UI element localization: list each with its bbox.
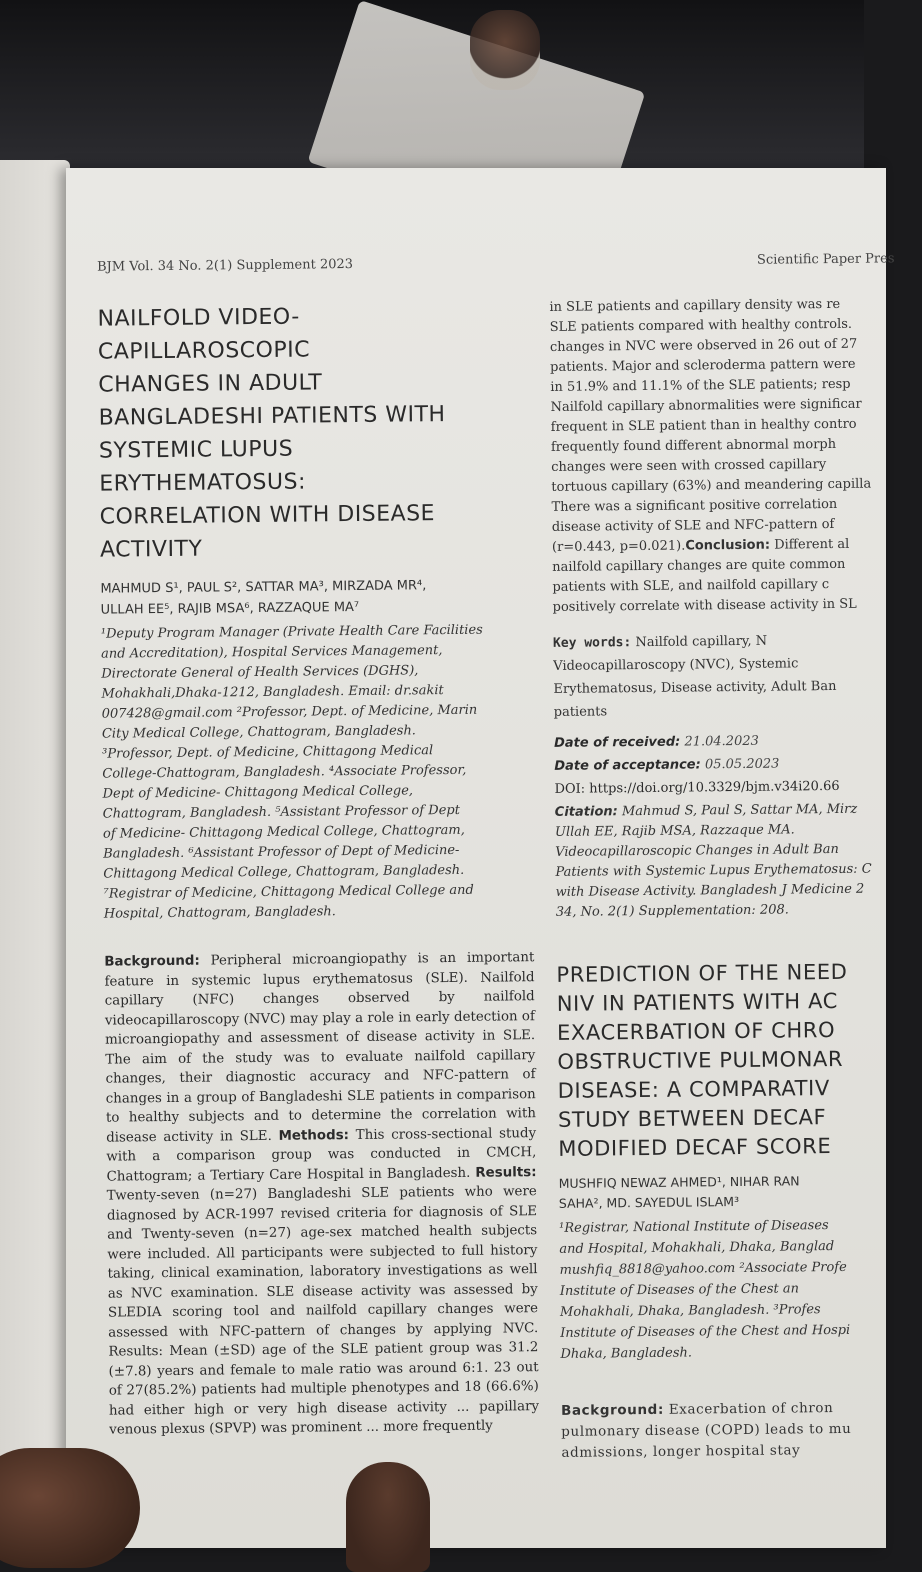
- background-label: Background:: [104, 953, 200, 970]
- results-text: Twenty-seven (n=27) Bangladeshi SLE patients who were diagnosed by ACR-1997 revised criteria for diagnosis of SLE and Twenty-seven (n=27) age-sex matched health subjects were included. All participants were subjected to full history taking, clinical examination, laboratory investigations as well as NVC examination. SLE disease activity was assessed by SLEDIA scoring tool and nailfold capillary changes were assessed with NFC-pattern of changes by applying NVC. Results: Mean (±SD) age of the SLE patient group was 31.2 (±7.8) years and female to male ratio was around 6:1. 23 out of 27(85.2%) patients had multiple phenotypes and 18 (66.6%) had either high or very high disease activity ... papillary venous plexus (SPVP) was prominent ... more frequently: [106, 1184, 540, 1438]
- conclusion-line: patients with SLE, and nailfold capillary c: [552, 577, 830, 595]
- article1-keywords: [553, 628, 914, 724]
- affiliation-line: Hospital, Chattogram, Bangladesh.: [103, 904, 336, 922]
- article2-authors: [559, 1170, 919, 1214]
- affiliation-line: ¹Registrar, National Institute of Diseases: [559, 1218, 829, 1236]
- abstract-line: tortuous capillary (63%) and meandering capilla: [551, 476, 872, 495]
- affiliation-line: Chittagong Medical College, Chattogram, Bangladesh.: [103, 862, 465, 882]
- affiliation-line: Chattogram, Bangladesh. ⁵Assistant Professor of Dept: [102, 802, 460, 822]
- doi-link[interactable]: DOI: https://doi.org/10.3329/bjm.v34i20.66: [554, 778, 840, 797]
- affiliation-line: 007428@gmail.com ²Professor, Dept. of Medicine, Marin: [101, 702, 478, 722]
- citation-line: Videocapillaroscopic Changes in Adult Ban: [555, 841, 839, 860]
- article1-dates: [554, 728, 915, 801]
- title-line: STUDY BETWEEN DECAF: [557, 1105, 827, 1132]
- author-line: SAHA², MD. SAYEDUL ISLAM³: [558, 1194, 740, 1211]
- affiliation-line: of Medicine- Chittagong Medical College, Chattogram,: [102, 822, 465, 842]
- affiliation-line: College-Chattogram, Bangladesh. ⁴Associate Professor,: [102, 762, 467, 782]
- affiliation-line: Bangladesh. ⁶Assistant Professor of Dept of Medicine-: [103, 842, 460, 862]
- affiliation-line: Dept of Medicine- Chittagong Medical College,: [102, 783, 414, 802]
- title-line: MODIFIED DECAF SCORE: [558, 1134, 832, 1161]
- affiliation-line: ¹Deputy Program Manager (Private Health Care Facilities: [100, 622, 483, 642]
- affiliation-line: ⁷Registrar of Medicine, Chittagong Medical College and: [103, 882, 474, 902]
- title-line: EXACERBATION OF CHRO: [556, 1017, 836, 1045]
- page-content: [66, 159, 900, 1548]
- title-line: SYSTEMIC LUPUS: [98, 436, 294, 464]
- background-line: pulmonary disease (COPD) leads to mu: [561, 1420, 852, 1440]
- article1-citation: [555, 799, 916, 923]
- affiliation-line: Institute of Diseases of the Chest and Hospi: [560, 1322, 851, 1341]
- citation-text: Mahmud S, Paul S, Sattar MA, Mirz: [617, 801, 858, 820]
- affiliation-line: ³Professor, Dept. of Medicine, Chittagong Medical: [102, 743, 434, 762]
- affiliation-line: and Accreditation), Hospital Services Management,: [101, 643, 443, 662]
- conclusion-line: nailfold capillary changes are quite common: [552, 556, 846, 575]
- abstract-line: frequent in SLE patient than in healthy contro: [550, 416, 857, 435]
- affiliation-line: and Hospital, Mohakhali, Dhaka, Banglad: [559, 1239, 835, 1257]
- methods-text: This cross-sectional study with a comparison group was conducted in CMCH, Chattogram; a Tertiary Care Hospital in Bangladesh.: [106, 1125, 537, 1185]
- keywords-line: Videocapillaroscopy (NVC), Systemic: [553, 656, 799, 674]
- citation-label: Citation:: [554, 804, 618, 820]
- title-line: NAILFOLD VIDEO-: [97, 304, 300, 332]
- abstract-line: changes in NVC were observed in 26 out of 27: [549, 336, 858, 355]
- background-line: admissions, longer hospital stay: [561, 1442, 801, 1461]
- article1-title: [97, 298, 530, 566]
- article1-abstract-continued: [549, 294, 912, 618]
- article2-affiliations: [559, 1214, 921, 1365]
- background-text: Exacerbation of chron: [663, 1400, 834, 1418]
- abstract-line-text: (r=0.443, p=0.021).: [551, 538, 686, 555]
- abstract-line: disease activity of SLE and NFC-pattern of: [551, 516, 835, 535]
- affiliation-line: Mohakhali,Dhaka-1212, Bangladesh. Email: dr.sakit: [101, 683, 444, 702]
- conclusion-text: Different al: [769, 536, 850, 553]
- affiliation-line: Institute of Diseases of the Chest an: [559, 1281, 800, 1299]
- id-card-portrait: [470, 10, 540, 90]
- thumb: [346, 1462, 430, 1572]
- affiliation-line: City Medical College, Chattogram, Bangladesh.: [101, 723, 416, 742]
- affiliation-line: mushfiq_8818@yahoo.com ²Associate Profe: [559, 1259, 847, 1278]
- keywords-label: Key words:: [552, 635, 632, 651]
- abstract-line: patients. Major and scleroderma pattern were: [550, 356, 856, 375]
- received-value: 21.04.2023: [680, 733, 759, 750]
- article2-background: [561, 1397, 922, 1464]
- abstract-line: changes were seen with crossed capillary: [551, 457, 827, 475]
- citation-line: Ullah EE, Rajib MSA, Razzaque MA.: [554, 822, 795, 840]
- title-line: CHANGES IN ADULT: [98, 370, 323, 398]
- received-label: Date of received:: [553, 734, 681, 751]
- author-line: ULLAH EE⁵, RAJIB MSA⁶, RAZZAQUE MA⁷: [100, 599, 360, 618]
- title-line: CAPILLAROSCOPIC: [97, 337, 311, 365]
- conclusion-label: Conclusion:: [685, 537, 771, 554]
- right-column: [549, 294, 921, 1464]
- journal-citation-header: BJM Vol. 34 No. 2(1) Supplement 2023: [96, 257, 354, 275]
- article1-affiliations: [101, 620, 534, 924]
- accepted-value: 05.05.2023: [700, 756, 780, 773]
- background-label: Background:: [560, 1401, 664, 1419]
- title-line: ERYTHEMATOSUS:: [99, 469, 307, 497]
- title-line: OBSTRUCTIVE PULMONAR: [557, 1046, 844, 1074]
- keywords-line: Erythematosus, Disease activity, Adult Ban: [553, 678, 837, 697]
- article2-title: [556, 957, 918, 1164]
- title-line: ACTIVITY: [99, 536, 203, 563]
- section-header: Scientific Paper Pres: [756, 251, 895, 268]
- title-line: BANGLADESHI PATIENTS WITH: [98, 402, 446, 431]
- citation-line: Patients with Systemic Lupus Erythematosus: C: [555, 861, 872, 880]
- citation-line: 34, No. 2(1) Supplementation: 208.: [555, 902, 789, 920]
- results-label: Results:: [475, 1164, 537, 1181]
- abstract-line: in SLE patients and capillary density was re: [549, 296, 841, 315]
- previous-page-edge: [0, 160, 70, 1490]
- author-line: MAHMUD S¹, PAUL S², SATTAR MA³, MIRZADA MR⁴,: [100, 578, 427, 597]
- title-line: PREDICTION OF THE NEED: [556, 959, 848, 987]
- background-text: Peripheral microangiopathy is an important feature in systemic lupus erythematosus (SLE). Nailfold capillary (NFC) changes observed by nailfold videocapillaroscopy (NVC) may play a role in early detection of microangiopathy and assessment of disease activity in SLE. The aim of the study was to evaluate nailfold capillary changes, their diagnostic accuracy and NFC-pattern of changes in a group of Bangladeshi SLE patients in comparison to healthy subjects and to determine the correlation with disease activity in SLE.: [104, 950, 537, 1146]
- abstract-line: frequently found different abnormal morph: [550, 436, 837, 455]
- abstract-line: in 51.9% and 11.1% of the SLE patients; resp: [550, 376, 851, 395]
- keywords-text: Nailfold capillary, N: [631, 633, 768, 651]
- accepted-label: Date of acceptance:: [554, 757, 701, 774]
- author-line: MUSHFIQ NEWAZ AHMED¹, NIHAR RAN: [558, 1173, 800, 1191]
- citation-line: with Disease Activity. Bangladesh J Medicine 2: [555, 881, 865, 900]
- running-header: [96, 251, 895, 275]
- abstract-line: SLE patients compared with healthy controls.: [549, 316, 853, 335]
- methods-label: Methods:: [278, 1127, 350, 1144]
- conclusion-line: positively correlate with disease activity in SL: [552, 596, 857, 615]
- title-line: DISEASE: A COMPARATIV: [557, 1076, 830, 1103]
- article1-abstract: [104, 948, 539, 1440]
- journal-page: [66, 168, 895, 1548]
- left-column: [97, 298, 539, 1440]
- affiliation-line: Directorate General of Health Services (DGHS),: [101, 663, 419, 682]
- title-line: CORRELATION WITH DISEASE: [99, 501, 436, 530]
- affiliation-line: Mohakhali, Dhaka, Bangladesh. ³Profes: [559, 1302, 821, 1320]
- title-line: NIV IN PATIENTS WITH AC: [556, 988, 839, 1016]
- affiliation-line: Dhaka, Bangladesh.: [560, 1345, 693, 1362]
- keywords-line: patients: [553, 704, 608, 720]
- article1-authors: [100, 574, 530, 621]
- abstract-line: There was a significant positive correlation: [551, 496, 838, 515]
- left-finger: [0, 1448, 140, 1568]
- abstract-line: Nailfold capillary abnormalities were significar: [550, 396, 862, 415]
